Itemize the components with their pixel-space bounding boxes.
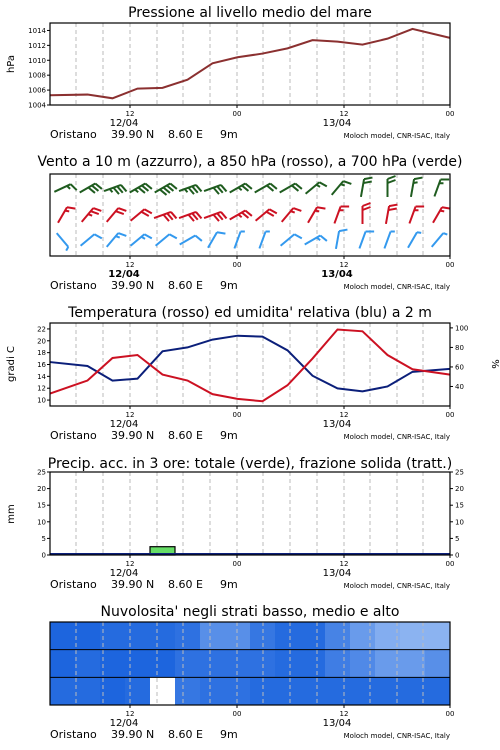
wind-barb-half-flag	[266, 230, 270, 233]
cloud-cell-medio-6	[200, 650, 226, 678]
cloud-cell-basso-5	[175, 677, 201, 705]
wind-barb-2-7	[234, 230, 244, 250]
pressure-ytick-label: 1006	[28, 86, 46, 95]
location-name: Oristano	[50, 429, 97, 442]
wind-barb-2-13	[384, 230, 394, 250]
cloud-cell-medio-10	[300, 650, 326, 678]
wind-barb-2-4	[156, 232, 177, 252]
precip-ytick-label: 25	[37, 468, 46, 477]
humidity-ytick-label: 80	[455, 343, 464, 352]
wind-barb-shaft	[107, 208, 119, 222]
wind-barb-1-7	[230, 209, 252, 226]
wind-barb-shaft	[336, 231, 339, 249]
wind-barb-2-12	[359, 229, 374, 251]
wind-barb-1-8	[256, 207, 277, 227]
wind-barb-flag	[363, 207, 371, 210]
wind-barb-1-0	[58, 205, 75, 227]
wind-barb-1-5	[179, 211, 201, 226]
wind-xaxis-tick-label: 00	[232, 261, 242, 269]
precip-ytick-label: 5	[41, 534, 46, 543]
location-alt: 9m	[220, 429, 238, 442]
cloud-cell-alto-7	[225, 622, 251, 650]
temp-ytick-label: 16	[37, 361, 46, 369]
location-alt: 9m	[220, 128, 238, 141]
wind-barb-shaft	[384, 232, 390, 249]
pressure-ytick-label: 1008	[28, 71, 46, 80]
wind-barb-2-2	[107, 231, 127, 252]
location-alt: 9m	[220, 279, 238, 292]
precip-xaxis-date-label: 13/04	[322, 568, 352, 579]
humidity-line	[50, 336, 450, 392]
wind-barb-2-6	[208, 230, 225, 252]
wind-barb-shaft	[81, 234, 95, 246]
cloud-cell-basso-15	[425, 677, 451, 705]
wind-barb-shaft	[282, 208, 294, 222]
location-name: Oristano	[50, 578, 97, 591]
precip-xaxis-tick-label: 00	[232, 560, 242, 568]
wind-xaxis-tick-label: 00	[445, 261, 455, 269]
wind-barb-2-15	[432, 232, 448, 250]
wind-barb-shaft	[281, 234, 295, 246]
wind-barb-shaft	[308, 207, 317, 223]
temp-ytick-label: 10	[37, 396, 46, 405]
wind-barb-shaft	[57, 233, 69, 247]
precip-xaxis-date-label: 12/04	[109, 568, 139, 579]
wind-barb-shaft	[334, 207, 340, 224]
wind-barb-shaft	[434, 180, 440, 197]
wind-barb-shaft	[180, 236, 196, 245]
location-lon: 8.60 E	[168, 429, 203, 442]
cloud-cell-alto-12	[350, 622, 376, 650]
wind-barb-flag	[363, 203, 371, 206]
wind-barb-0-13	[388, 176, 396, 197]
temp-xaxis-date-label: 12/04	[109, 419, 139, 430]
cloud-cell-alto-11	[325, 622, 351, 650]
cloud-cell-alto-1	[75, 622, 101, 650]
wind-barb-0-8	[255, 182, 277, 199]
wind-barb-shaft	[107, 233, 119, 247]
wind-barb-half-flag	[439, 182, 443, 185]
location-name: Oristano	[50, 128, 97, 141]
temp-xaxis-date-label: 13/04	[322, 419, 352, 430]
wind-barb-1-14	[409, 204, 424, 226]
precip-ytick-right-label: 20	[455, 485, 464, 494]
wind-barb-half-flag	[391, 230, 395, 233]
location-lon: 8.60 E	[168, 128, 203, 141]
cloud-cell-medio-9	[275, 650, 301, 678]
wind-barb-flag	[320, 234, 327, 242]
precip-ytick-label: 0	[41, 551, 46, 560]
wind-barb-shaft	[386, 206, 389, 224]
temperature-line	[50, 330, 450, 402]
cloud-cell-basso-2	[100, 677, 126, 705]
precip-xaxis-tick-label: 12	[125, 560, 135, 568]
precip-ylabel: mm	[6, 504, 17, 524]
pressure-ytick-label: 1004	[28, 101, 46, 110]
location-name: Oristano	[50, 728, 97, 741]
temp-ytick-label: 22	[37, 325, 46, 334]
cloud-cell-alto-9	[275, 622, 301, 650]
wind-barb-flag	[364, 176, 372, 180]
pressure-xaxis-date-label: 13/04	[322, 118, 352, 129]
wind-barb-shaft	[409, 207, 415, 224]
location-lat: 39.90 N	[111, 429, 155, 442]
wind-barb-2-3	[131, 232, 152, 252]
cloud-cell-alto-0	[50, 622, 76, 650]
wind-barb-0-12	[361, 176, 373, 198]
cloud-cell-medio-7	[225, 650, 251, 678]
wind-barb-2-1	[81, 232, 102, 252]
precip-ytick-label: 20	[37, 485, 46, 494]
wind-barb-shaft	[58, 207, 67, 223]
cloud-cell-medio-3	[125, 650, 151, 678]
temp-ytick-label: 18	[37, 349, 46, 358]
wind-barb-1-6	[204, 211, 226, 226]
pressure-ytick-label: 1010	[28, 56, 46, 65]
temperature-title: Temperatura (rosso) ed umidita' relativa (blu) a 2 m	[68, 305, 432, 321]
pressure-xaxis-date-label: 12/04	[109, 118, 139, 129]
wind-xaxis-date-label: 13/04	[321, 269, 353, 280]
wind-barb-1-15	[433, 205, 450, 227]
cloud-cell-alto-14	[400, 622, 426, 650]
pressure-ytick-label: 1012	[28, 41, 46, 50]
temp-xaxis-tick-label: 12	[339, 411, 349, 419]
wind-barb-half-flag	[116, 235, 120, 239]
wind-barb-flag	[169, 232, 176, 240]
wind-barb-1-12	[363, 203, 371, 224]
wind-barb-2-14	[408, 231, 421, 250]
location-alt: 9m	[220, 578, 238, 591]
wind-barb-half-flag	[65, 247, 69, 251]
model-credit: Moloch model, CNR-ISAC, Italy	[343, 582, 450, 590]
pressure-plot-frame	[50, 23, 450, 105]
wind-barb-1-9	[282, 206, 302, 227]
cloud-cell-medio-5	[175, 650, 201, 678]
location-lon: 8.60 E	[168, 578, 203, 591]
model-credit: Moloch model, CNR-ISAC, Italy	[343, 132, 450, 140]
precip-ytick-right-label: 15	[455, 501, 464, 510]
cloud-cell-medio-1	[75, 650, 101, 678]
cloud-xaxis-tick-label: 00	[232, 710, 242, 718]
pressure-xaxis-tick-label: 00	[445, 110, 455, 118]
wind-title: Vento a 10 m (azzurro), a 850 hPa (rosso), a 700 hPa (verde)	[37, 154, 463, 170]
wind-barb-0-14	[411, 176, 423, 198]
cloud-cell-basso-14	[400, 677, 426, 705]
wind-xaxis-tick-label: 12	[125, 261, 135, 269]
cloud-xaxis-date-label: 13/04	[322, 718, 352, 729]
wind-barb-shaft	[361, 179, 364, 197]
temp-xaxis-tick-label: 00	[445, 411, 455, 419]
wind-barb-0-0	[54, 183, 76, 199]
wind-barb-1-3	[131, 207, 152, 227]
wind-barb-2-10	[305, 234, 327, 251]
cloud-xaxis-tick-label: 12	[125, 710, 135, 718]
wind-barb-0-1	[80, 182, 102, 199]
humidity-ytick-label: 40	[455, 382, 464, 391]
wind-barb-shaft	[411, 179, 414, 197]
wind-barb-1-11	[334, 204, 349, 226]
precip-ytick-label: 15	[37, 501, 46, 510]
cloud-cell-medio-14	[400, 650, 426, 678]
pressure-ytick-label: 1014	[28, 26, 46, 35]
cloud-cell-alto-3	[125, 622, 151, 650]
location-lon: 8.60 E	[168, 728, 203, 741]
cloud-cell-basso-6	[200, 677, 226, 705]
cloud-cell-basso-0	[50, 677, 76, 705]
wind-barb-half-flag	[291, 210, 295, 214]
wind-barb-shaft	[131, 234, 145, 246]
model-credit: Moloch model, CNR-ISAC, Italy	[343, 433, 450, 441]
wind-barb-shaft	[280, 184, 296, 193]
cloud-cell-basso-10	[300, 677, 326, 705]
cloud-cell-basso-1	[75, 677, 101, 705]
wind-barb-half-flag	[88, 213, 92, 217]
pressure-ylabel: hPa	[6, 54, 17, 74]
wind-barb-shaft	[432, 233, 444, 247]
location-lat: 39.90 N	[111, 578, 155, 591]
wind-barb-shaft	[408, 232, 417, 248]
cloud-cell-medio-4	[150, 650, 176, 678]
wind-barb-1-2	[107, 206, 127, 227]
wind-barb-flag	[388, 176, 396, 179]
precip-ytick-right-label: 5	[455, 534, 460, 543]
precip-ytick-label: 10	[37, 518, 46, 527]
wind-barb-0-4	[155, 182, 177, 199]
wind-barb-0-6	[204, 184, 226, 199]
wind-barb-2-8	[259, 230, 269, 250]
location-lat: 39.90 N	[111, 728, 155, 741]
precip-xaxis-tick-label: 12	[339, 560, 349, 568]
cloud-cell-alto-6	[200, 622, 226, 650]
cloud-cell-basso-7	[225, 677, 251, 705]
wind-barb-half-flag	[443, 232, 447, 236]
model-credit: Moloch model, CNR-ISAC, Italy	[343, 283, 450, 291]
wind-barb-flag	[441, 177, 450, 183]
wind-barb-flag	[294, 232, 301, 240]
wind-barb-flag	[195, 234, 202, 242]
wind-barb-0-15	[434, 177, 449, 199]
wind-barb-half-flag	[414, 209, 418, 212]
location-lat: 39.90 N	[111, 279, 155, 292]
cloud-cell-basso-4	[150, 677, 176, 705]
temp-xaxis-tick-label: 12	[125, 411, 135, 419]
model-credit: Moloch model, CNR-ISAC, Italy	[343, 732, 450, 740]
cloud-cell-basso-3	[125, 677, 151, 705]
cloud-cell-basso-11	[325, 677, 351, 705]
wind-barb-flag	[388, 180, 396, 183]
cloud-cell-basso-9	[275, 677, 301, 705]
wind-barb-0-11	[332, 179, 352, 200]
wind-barb-shaft	[359, 232, 365, 249]
pressure-line	[50, 29, 450, 98]
humidity-ytick-label: 60	[455, 363, 464, 372]
wind-barb-2-0	[54, 233, 70, 251]
wind-barb-flag	[217, 230, 225, 237]
humidity-ylabel: %	[489, 359, 500, 369]
precip-title: Precip. acc. in 3 ore: totale (verde), frazione solida (tratt.)	[47, 456, 453, 472]
location-name: Oristano	[50, 279, 97, 292]
wind-barb-half-flag	[65, 209, 69, 212]
wind-barb-half-flag	[440, 209, 444, 212]
cloud-cell-alto-15	[425, 622, 451, 650]
wind-xaxis-date-label: 12/04	[108, 269, 140, 280]
wind-barb-shaft	[208, 232, 217, 248]
wind-barb-shaft	[156, 234, 170, 246]
wind-barb-flag	[319, 180, 326, 188]
location-lon: 8.60 E	[168, 279, 203, 292]
wind-barb-flag	[94, 232, 101, 240]
cloud-xaxis-tick-label: 12	[339, 710, 349, 718]
temp-ytick-label: 20	[37, 337, 46, 346]
cloud-cell-alto-10	[300, 622, 326, 650]
location-alt: 9m	[220, 728, 238, 741]
cloud-xaxis-tick-label: 00	[445, 710, 455, 718]
wind-barb-flag	[339, 228, 347, 232]
wind-xaxis-tick-label: 12	[339, 261, 349, 269]
pressure-xaxis-tick-label: 00	[232, 110, 242, 118]
wind-barb-2-11	[336, 228, 348, 250]
wind-barb-0-9	[280, 182, 302, 199]
cloud-cell-alto-4	[150, 622, 176, 650]
temp-xaxis-tick-label: 00	[232, 411, 242, 419]
cloud-cell-medio-15	[425, 650, 451, 678]
wind-barb-1-1	[82, 206, 102, 227]
cloud-cell-basso-12	[350, 677, 376, 705]
wind-barb-2-9	[281, 232, 302, 252]
wind-barb-half-flag	[241, 230, 245, 233]
wind-barb-flag	[414, 176, 422, 180]
cloud-title: Nuvolosita' negli strati basso, medio e alto	[100, 604, 400, 620]
wind-barb-0-10	[306, 180, 327, 200]
cloud-cell-alto-2	[100, 622, 126, 650]
wind-barb-half-flag	[339, 209, 343, 212]
wind-barb-2-5	[180, 234, 202, 251]
wind-barb-flag	[341, 204, 350, 210]
wind-barb-shaft	[131, 209, 145, 221]
humidity-ytick-label: 100	[455, 324, 469, 333]
pressure-xaxis-tick-label: 12	[125, 110, 135, 118]
location-lat: 39.90 N	[111, 128, 155, 141]
wind-barb-half-flag	[417, 231, 421, 234]
cloud-cell-medio-11	[325, 650, 351, 678]
cloud-cell-alto-5	[175, 622, 201, 650]
precip-ytick-right-label: 10	[455, 518, 464, 527]
wind-barb-flag	[144, 232, 151, 240]
cloud-cell-medio-12	[350, 650, 376, 678]
wind-barb-flag	[389, 203, 397, 207]
precip-xaxis-tick-label: 00	[445, 560, 455, 568]
precip-plot-frame	[50, 472, 450, 555]
wind-barb-0-2	[104, 184, 126, 199]
precip-ytick-right-label: 25	[455, 468, 464, 477]
wind-barb-shaft	[332, 181, 344, 195]
wind-barb-shaft	[433, 207, 442, 223]
pressure-xaxis-tick-label: 12	[339, 110, 349, 118]
wind-barb-shaft	[305, 236, 321, 245]
temp-ylabel: gradi C	[6, 346, 17, 382]
temp-ytick-label: 14	[37, 372, 46, 381]
pressure-title: Pressione al livello medio del mare	[128, 5, 372, 21]
cloud-cell-medio-2	[100, 650, 126, 678]
precip-ytick-right-label: 0	[455, 551, 460, 560]
cloud-cell-medio-0	[50, 650, 76, 678]
cloud-xaxis-date-label: 12/04	[109, 718, 139, 729]
wind-barb-0-7	[230, 182, 252, 199]
wind-barb-1-13	[386, 203, 398, 225]
wind-barb-0-3	[130, 182, 152, 199]
wind-barb-0-5	[179, 184, 201, 199]
temp-ytick-label: 12	[37, 384, 46, 393]
